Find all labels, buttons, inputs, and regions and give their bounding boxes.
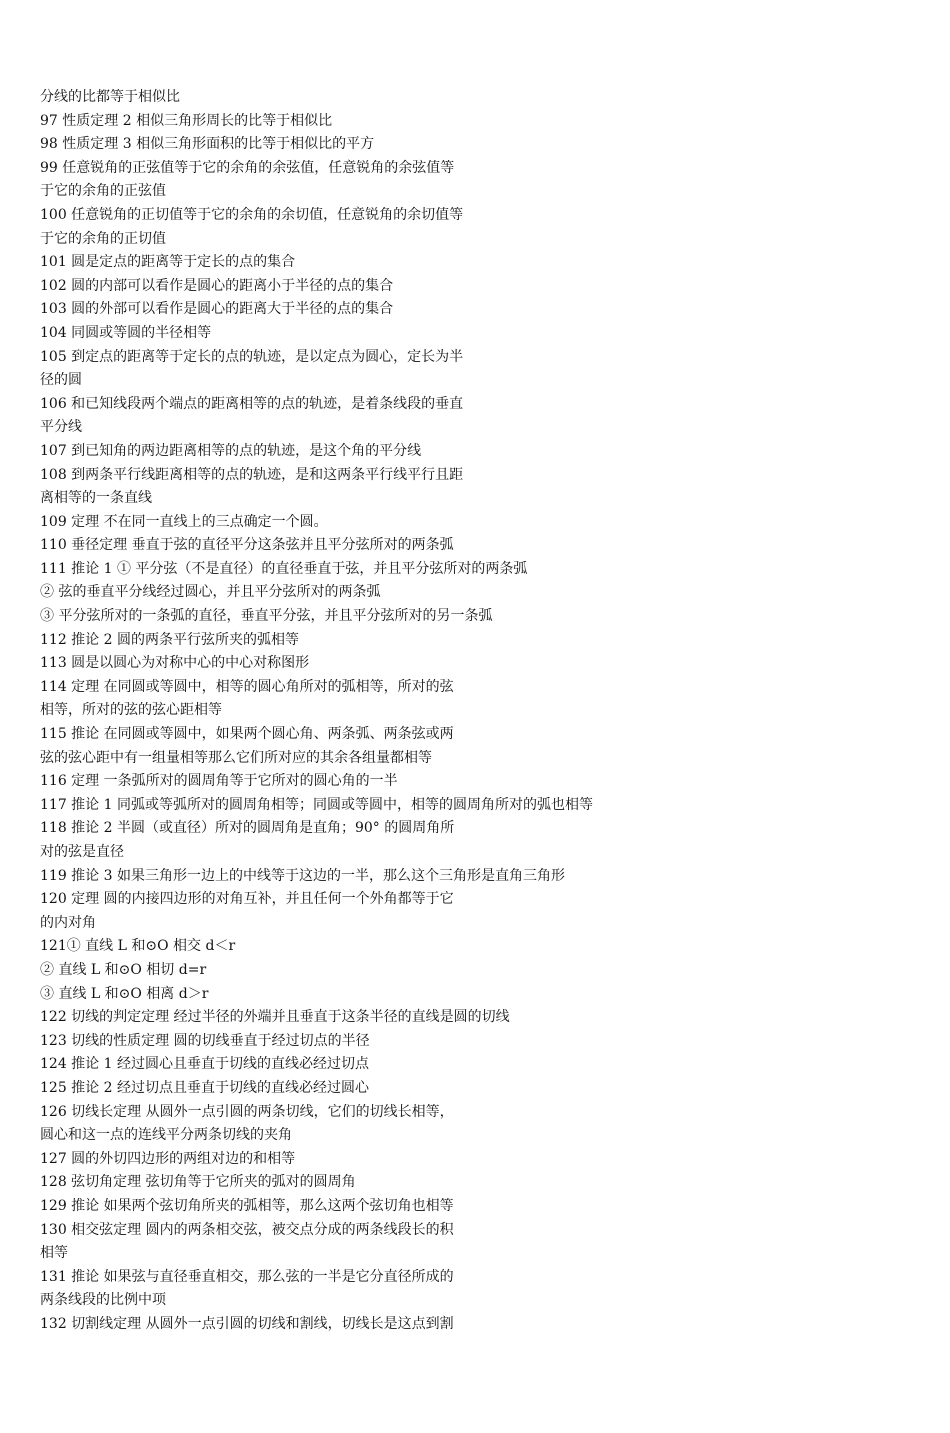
text-line: 于它的余角的正切值 xyxy=(40,230,166,247)
text-line: 98 性质定理 3 相似三角形面积的比等于相似比的平方 xyxy=(40,136,375,153)
text-line: 120 定理 圆的内接四边形的对角互补，并且任何一个外角都等于它 xyxy=(40,891,454,908)
text-line: 离相等的一条直线 xyxy=(40,490,152,507)
text-line: 116 定理 一条弧所对的圆周角等于它所对的圆心角的一半 xyxy=(40,773,398,790)
text-line: 对的弦是直径 xyxy=(40,844,124,860)
text-line: 111 推论 1 ① 平分弦（不是直径）的直径垂直于弦，并且平分弦所对的两条弧 xyxy=(40,560,528,577)
text-line: 99 任意锐角的正弦值等于它的余角的余弦值，任意锐角的余弦值等 xyxy=(40,159,455,176)
text-line: 121① 直线 L 和⊙O 相交 d＜r xyxy=(40,938,236,955)
text-line: 径的圆 xyxy=(40,372,82,389)
text-line: 弦的弦心距中有一组量相等那么它们所对应的其余各组量都相等 xyxy=(40,749,432,766)
text-line: ② 直线 L 和⊙O 相切 d=r xyxy=(40,961,207,978)
text-line: 109 定理 不在同一直线上的三点确定一个圆。 xyxy=(40,513,328,530)
text-line: 123 切线的性质定理 圆的切线垂直于经过切点的半径 xyxy=(40,1032,370,1049)
document-body xyxy=(40,86,920,1336)
text-line: 106 和已知线段两个端点的距离相等的点的轨迹，是着条线段的垂直 xyxy=(40,395,464,412)
text-line: 101 圆是定点的距离等于定长的点的集合 xyxy=(40,254,296,271)
text-line: 131 推论 如果弦与直径垂直相交，那么弦的一半是它分直径所成的 xyxy=(40,1268,454,1285)
text-line: 108 到两条平行线距离相等的点的轨迹，是和这两条平行线平行且距 xyxy=(40,466,464,483)
text-line: 118 推论 2 半圆（或直径）所对的圆周角是直角；90° 的圆周角所 xyxy=(40,820,455,837)
text-line: 126 切线长定理 从圆外一点引圆的两条切线，它们的切线长相等， xyxy=(40,1103,454,1120)
text-line: 平分线 xyxy=(40,419,82,436)
text-line: 114 定理 在同圆或等圆中，相等的圆心角所对的弧相等，所对的弦 xyxy=(40,678,454,695)
text-line: 相等，所对的弦的弦心距相等 xyxy=(40,702,222,719)
text-line: 117 推论 1 同弧或等弧所对的圆周角相等；同圆或等圆中，相等的圆周角所对的弧也相等 xyxy=(40,796,593,813)
text-line: ② 弦的垂直平分线经过圆心，并且平分弦所对的两条弧 xyxy=(40,584,381,601)
text-line: 129 推论 如果两个弦切角所夹的弧相等，那么这两个弦切角也相等 xyxy=(40,1197,454,1214)
text-line: ③ 直线 L 和⊙O 相离 d＞r xyxy=(40,985,209,1002)
text-line: 103 圆的外部可以看作是圆心的距离大于半径的点的集合 xyxy=(40,301,394,318)
text-line: 105 到定点的距离等于定长的点的轨迹，是以定点为圆心，定长为半 xyxy=(40,348,464,365)
text-line: 的内对角 xyxy=(40,914,96,931)
text-line: 102 圆的内部可以看作是圆心的距离小于半径的点的集合 xyxy=(40,277,394,294)
text-line: 104 同圆或等圆的半径相等 xyxy=(40,324,212,341)
text-line: 100 任意锐角的正切值等于它的余角的余切值，任意锐角的余切值等 xyxy=(40,206,464,223)
text-line: 122 切线的判定定理 经过半径的外端并且垂直于这条半径的直线是圆的切线 xyxy=(40,1009,510,1026)
text-line: 132 切割线定理 从圆外一点引圆的切线和割线，切线长是这点到割 xyxy=(40,1315,454,1332)
text-line: 112 推论 2 圆的两条平行弦所夹的弧相等 xyxy=(40,631,299,648)
text-line: 130 相交弦定理 圆内的两条相交弦，被交点分成的两条线段长的积 xyxy=(40,1221,454,1238)
text-line: 124 推论 1 经过圆心且垂直于切线的直线必经过切点 xyxy=(40,1056,369,1073)
text-line: 115 推论 在同圆或等圆中，如果两个圆心角、两条弧、两条弦或两 xyxy=(40,726,454,743)
text-line: 97 性质定理 2 相似三角形周长的比等于相似比 xyxy=(40,112,333,129)
text-line: 分线的比都等于相似比 xyxy=(40,89,180,105)
text-line: 相等 xyxy=(40,1245,68,1262)
text-line: 119 推论 3 如果三角形一边上的中线等于这边的一半，那么这个三角形是直角三角形 xyxy=(40,867,565,884)
text-line: 128 弦切角定理 弦切角等于它所夹的弧对的圆周角 xyxy=(40,1174,356,1191)
text-line: 于它的余角的正弦值 xyxy=(40,183,166,200)
text-line: 125 推论 2 经过切点且垂直于切线的直线必经过圆心 xyxy=(40,1079,369,1096)
text-line: 107 到已知角的两边距离相等的点的轨迹，是这个角的平分线 xyxy=(40,442,422,459)
text-line: 110 垂径定理 垂直于弦的直径平分这条弦并且平分弦所对的两条弧 xyxy=(40,537,454,554)
text-line: 圆心和这一点的连线平分两条切线的夹角 xyxy=(40,1127,292,1144)
text-line: 127 圆的外切四边形的两组对边的和相等 xyxy=(40,1150,296,1167)
text-line: 两条线段的比例中项 xyxy=(40,1292,166,1309)
text-line: ③ 平分弦所对的一条弧的直径，垂直平分弦，并且平分弦所对的另一条弧 xyxy=(40,608,493,625)
text-line: 113 圆是以圆心为对称中心的中心对称图形 xyxy=(40,655,310,672)
